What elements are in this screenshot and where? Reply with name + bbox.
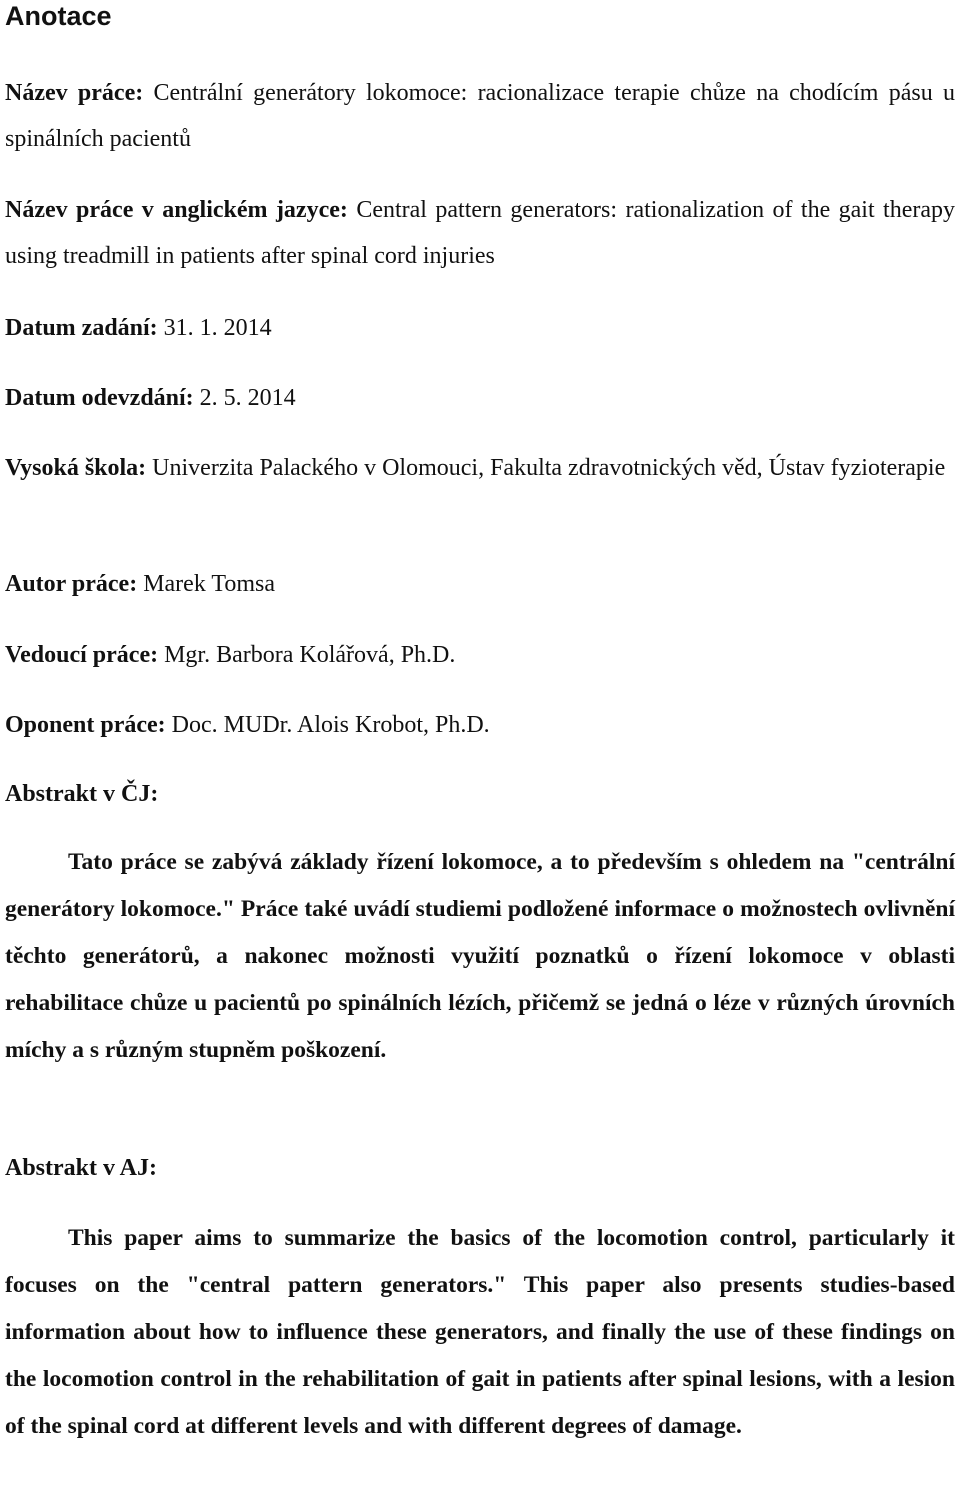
field-supervisor [5,632,955,678]
field-thesis-title [5,70,955,162]
field-opponent [5,702,955,748]
section-label: Abstrakt v AJ: [5,1155,158,1181]
page-title: Anotace [5,1,112,31]
field-author [5,561,955,607]
field-value: Doc. MUDr. Alois Krobot, Ph.D. [171,712,490,738]
field-value: Univerzita Palackého v Olomouci, Fakulta zdravotnických věd, Ústav fyzioterapie [152,455,946,481]
field-value: 31. 1. 2014 [163,315,272,341]
field-label: Datum odevzdání: [5,385,194,411]
field-value: Centrální generátory lokomoce: racionalizace terapie chůze na chodícím pásu u spinálních pacientů [5,80,956,152]
field-label: Oponent práce: [5,712,166,738]
abstract-en-text [5,1215,955,1450]
field-value: 2. 5. 2014 [199,385,296,411]
abstract-cz-body: Tato práce se zabývá základy řízení lokomoce, a to především s ohledem na "centrální generátory lokomoce." Práce také uvádí studiemi podložené informace o možnostech ovlivnění těchto generátorů, a nakonec možnosti využití poznatků o řízení lokomoce v oblasti rehabilitace chůze u pacientů po spinálních lézích, přičemž se jedná o léze v různých úrovních míchy a s různým stupněm poškození. [5,849,955,1063]
field-thesis-title-english [5,187,955,279]
field-assignment-date [5,305,955,351]
abstract-en-heading [5,1145,955,1191]
abstract-cz-heading [5,771,955,817]
field-value: Central pattern generators: rationalization of the gait therapy using treadmill in patients after spinal cord injuries [5,197,956,269]
field-label: Vysoká škola: [5,455,147,481]
field-label: Název práce: [5,80,144,106]
field-value: Mgr. Barbora Kolářová, Ph.D. [164,642,456,668]
field-university [5,445,955,491]
field-submission-date [5,375,955,421]
section-label: Abstrakt v ČJ: [5,781,159,807]
abstract-en-body: This paper aims to summarize the basics of the locomotion control, particularly it focuses on the "central pattern generators." This paper also presents studies-based information about how to influence these generators, and finally the use of these findings on the locomotion control in the rehabilitation of gait in patients after spinal lesions, with a lesion of the spinal cord at different levels and with different degrees of damage. [5,1225,955,1439]
field-label: Název práce v anglickém jazyce: [5,197,348,223]
field-value: Marek Tomsa [143,571,276,597]
abstract-cz-text [5,839,955,1074]
field-label: Datum zadání: [5,315,158,341]
field-label: Vedoucí práce: [5,642,159,668]
field-label: Autor práce: [5,571,138,597]
